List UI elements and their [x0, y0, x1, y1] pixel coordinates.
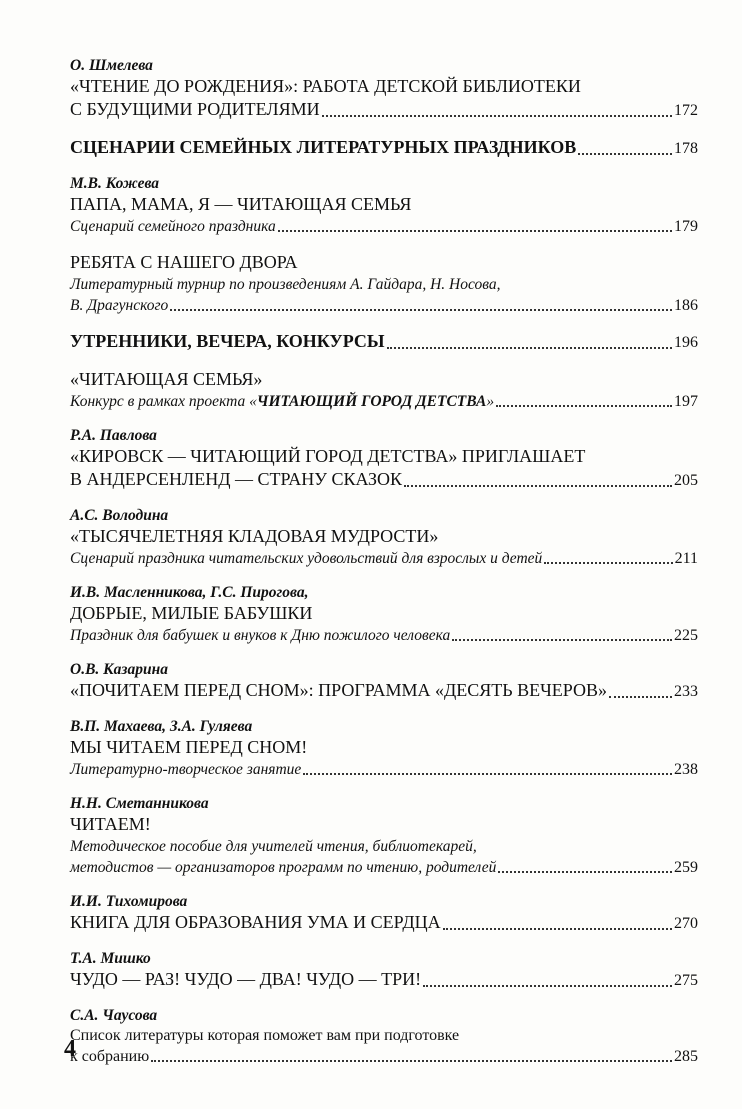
entry-title: МЫ ЧИТАЕМ ПЕРЕД СНОМ! — [70, 737, 308, 757]
entry-title: КНИГА ДЛЯ ОБРАЗОВАНИЯ УМА И СЕРДЦА — [70, 912, 441, 932]
entry-title: «ПОЧИТАЕМ ПЕРЕД СНОМ»: ПРОГРАММА «ДЕСЯТЬ ВЕЧЕРОВ» — [70, 680, 608, 700]
toc-entry — [70, 506, 698, 569]
leader-dots — [278, 230, 672, 232]
leader-dots — [387, 347, 672, 349]
entry-author: Р.А. Павлова — [70, 427, 157, 444]
entry-sub-row — [70, 759, 698, 780]
entry-subtitle: Литературно-творческое занятие — [70, 761, 302, 778]
leader-dots — [423, 985, 672, 987]
entry-sub-row — [70, 625, 698, 646]
entry-sub-row — [70, 548, 698, 569]
entry-title: «ЧИТАЮЩАЯ СЕМЬЯ» — [70, 369, 263, 389]
page-ref: 275 — [674, 972, 698, 989]
section-title: СЦЕНАРИИ СЕМЕЙНЫХ ЛИТЕРАТУРНЫХ ПРАЗДНИКОВ — [70, 137, 577, 157]
entry-text: к собранию — [70, 1048, 150, 1065]
entry-author: О. Шмелева — [70, 57, 153, 74]
page-ref: 270 — [674, 915, 698, 932]
entry-title-row — [70, 98, 698, 122]
entry-subtitle: Литературный турнир по произведениям А. Гайдара, Н. Носова, — [70, 276, 501, 293]
page-ref: 259 — [674, 859, 698, 876]
leader-dots — [496, 405, 672, 407]
entry-text: Список литературы которая поможет вам при подготовке — [70, 1027, 460, 1044]
entry-author: И.И. Тихомирова — [70, 893, 188, 910]
page-ref: 197 — [674, 393, 698, 410]
entry-title: ПАПА, МАМА, Я — ЧИТАЮЩАЯ СЕМЬЯ — [70, 194, 412, 214]
toc-entry — [70, 660, 698, 703]
entry-title: РЕБЯТА С НАШЕГО ДВОРА — [70, 252, 298, 272]
leader-dots — [609, 696, 672, 698]
entry-author: О.В. Казарина — [70, 661, 168, 678]
section-row — [70, 136, 698, 160]
page-ref: 285 — [674, 1048, 698, 1065]
entry-title-row — [70, 911, 698, 935]
entry-subtitle-emphasis: ЧИТАЮЩИЙ ГОРОД ДЕТСТВА — [256, 393, 487, 410]
page-ref: 172 — [674, 102, 698, 119]
page-ref: 178 — [674, 140, 698, 157]
toc-entry — [70, 251, 698, 316]
section-title: УТРЕННИКИ, ВЕЧЕРА, КОНКУРСЫ — [70, 331, 385, 351]
entry-author: А.С. Володина — [70, 507, 169, 524]
entry-title: «КИРОВСК — ЧИТАЮЩИЙ ГОРОД ДЕТСТВА» ПРИГЛАШАЕТ — [70, 446, 586, 466]
toc-entry — [70, 949, 698, 992]
entry-subtitle: Праздник для бабушек и внуков к Дню пожилого человека — [70, 627, 451, 644]
entry-title: «ТЫСЯЧЕЛЕТНЯЯ КЛАДОВАЯ МУДРОСТИ» — [70, 526, 439, 546]
toc-section — [70, 330, 698, 354]
leader-dots — [151, 1060, 672, 1062]
page-ref: 211 — [674, 550, 698, 567]
entry-subtitle: Сценарий семейного праздника — [70, 218, 276, 235]
toc-entry — [70, 426, 698, 492]
page-ref: 233 — [674, 683, 698, 700]
page-number: 4 — [64, 1036, 76, 1062]
page-ref: 186 — [674, 297, 698, 314]
toc-entry — [70, 583, 698, 646]
entry-title: «ЧТЕНИЕ ДО РОЖДЕНИЯ»: РАБОТА ДЕТСКОЙ БИБЛИОТЕКИ — [70, 76, 581, 96]
entry-subtitle — [70, 391, 494, 412]
entry-title: ДОБРЫЕ, МИЛЫЕ БАБУШКИ — [70, 603, 313, 623]
entry-text-row — [70, 1046, 698, 1067]
entry-subtitle-part: Конкурс в рамках проекта « — [70, 393, 257, 410]
toc-entry — [70, 368, 698, 412]
leader-dots — [443, 928, 672, 930]
entry-author: Т.А. Мишко — [70, 950, 151, 967]
section-row — [70, 330, 698, 354]
page-ref: 179 — [674, 218, 698, 235]
entry-author: В.П. Махаева, З.А. Гуляева — [70, 718, 253, 735]
entry-title-row — [70, 968, 698, 992]
page-ref: 225 — [674, 627, 698, 644]
page-ref: 196 — [674, 334, 698, 351]
entry-title-row — [70, 679, 698, 703]
leader-dots — [303, 773, 672, 775]
entry-title: ЧУДО — РАЗ! ЧУДО — ДВА! ЧУДО — ТРИ! — [70, 969, 422, 989]
leader-dots — [498, 871, 672, 873]
entry-subtitle: Сценарий праздника читательских удовольствий для взрослых и детей — [70, 550, 543, 567]
toc-entry — [70, 717, 698, 780]
entry-author: Н.Н. Сметанникова — [70, 795, 209, 812]
entry-subtitle: В. Драгунского — [70, 297, 169, 314]
entry-title: С БУДУЩИМИ РОДИТЕЛЯМИ — [70, 99, 320, 119]
entry-author: И.В. Масленникова, Г.С. Пирогова, — [70, 584, 309, 601]
leader-dots — [544, 562, 672, 564]
leader-dots — [170, 309, 672, 311]
leader-dots — [322, 115, 672, 117]
entry-subtitle: методистов — организаторов программ по чтению, родителей — [70, 859, 497, 876]
entry-sub-row — [70, 216, 698, 237]
toc-section — [70, 136, 698, 160]
toc-entry — [70, 174, 698, 237]
leader-dots — [578, 153, 672, 155]
page-ref: 238 — [674, 761, 698, 778]
toc-entry — [70, 892, 698, 935]
entry-title: ЧИТАЕМ! — [70, 814, 151, 834]
entry-author: М.В. Кожева — [70, 175, 160, 192]
entry-sub-row — [70, 295, 698, 316]
toc-entry — [70, 1006, 698, 1067]
entry-title-row — [70, 468, 698, 492]
toc-entry — [70, 56, 698, 122]
toc-entry — [70, 794, 698, 878]
entry-sub-row — [70, 391, 698, 412]
page-ref: 205 — [674, 472, 698, 489]
leader-dots — [404, 485, 672, 487]
entry-sub-row — [70, 857, 698, 878]
entry-author: С.А. Чаусова — [70, 1007, 158, 1024]
leader-dots — [452, 639, 672, 641]
entry-subtitle-part: » — [486, 393, 495, 410]
entry-title: В АНДЕРСЕНЛЕНД — СТРАНУ СКАЗОК — [70, 469, 403, 489]
entry-subtitle: Методическое пособие для учителей чтения, библиотекарей, — [70, 838, 477, 855]
